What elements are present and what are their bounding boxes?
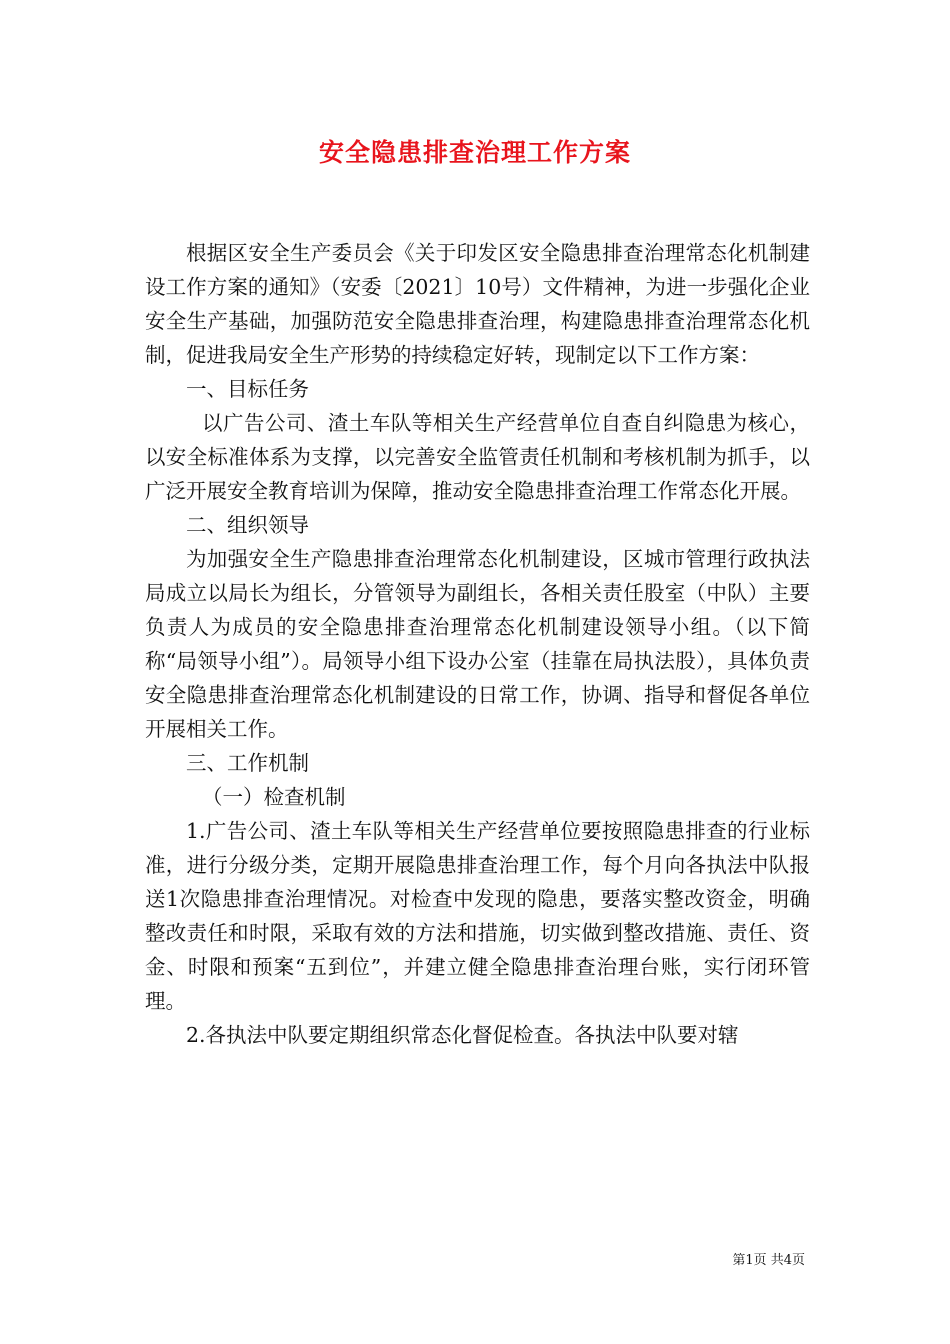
document-body	[145, 236, 810, 1052]
section-heading-organization: 二、组织领导	[186, 513, 309, 537]
page-number: 第1页 共4页	[732, 1253, 805, 1268]
section-heading-goals: 一、目标任务	[186, 377, 309, 401]
intro-paragraph: 根据区安全生产委员会《关于印发区安全隐患排查治理常态化机制建设工作方案的通知》（安委〔2021〕10号）文件精神，为进一步强化企业安全生产基础，加强防范安全隐患排查治理，构建隐患排查治理常态化机制，促进我局安全生产形势的持续稳定好转，现制定以下工作方案：	[145, 241, 810, 367]
document-title: 安全隐患排查治理工作方案	[318, 138, 631, 167]
inspection-paragraph-1: 1.广告公司、渣土车队等相关生产经营单位要按照隐患排查的行业标准，进行分级分类，定期开展隐患排查治理工作，每个月向各执法中队报送1次隐患排查治理情况。对检查中发现的隐患，要落实整改资金，明确整改责任和时限，采取有效的方法和措施，切实做到整改措施、责任、资金、时限和预案“五到位”，并建立健全隐患排查治理台账，实行闭环管理。	[145, 819, 810, 1013]
subsection-heading-inspection: （一）检查机制	[202, 785, 346, 809]
inspection-paragraph-2: 2.各执法中队要定期组织常态化督促检查。各执法中队要对辖	[186, 1023, 739, 1047]
goals-paragraph: 以广告公司、渣土车队等相关生产经营单位自查自纠隐患为核心，以安全标准体系为支撑，以完善安全监管责任机制和考核机制为抓手，以广泛开展安全教育培训为保障，推动安全隐患排查治理工作常态化开展。	[145, 411, 810, 503]
organization-paragraph: 为加强安全生产隐患排查治理常态化机制建设，区城市管理行政执法局成立以局长为组长，分管领导为副组长，各相关责任股室（中队）主要负责人为成员的安全隐患排查治理常态化机制建设领导小组。（以下简称“局领导小组”）。局领导小组下设办公室（挂靠在局执法股），具体负责安全隐患排查治理常态化机制建设的日常工作，协调、指导和督促各单位开展相关工作。	[145, 547, 810, 741]
page-footer	[0, 1249, 950, 1268]
section-heading-mechanism: 三、工作机制	[186, 751, 309, 775]
